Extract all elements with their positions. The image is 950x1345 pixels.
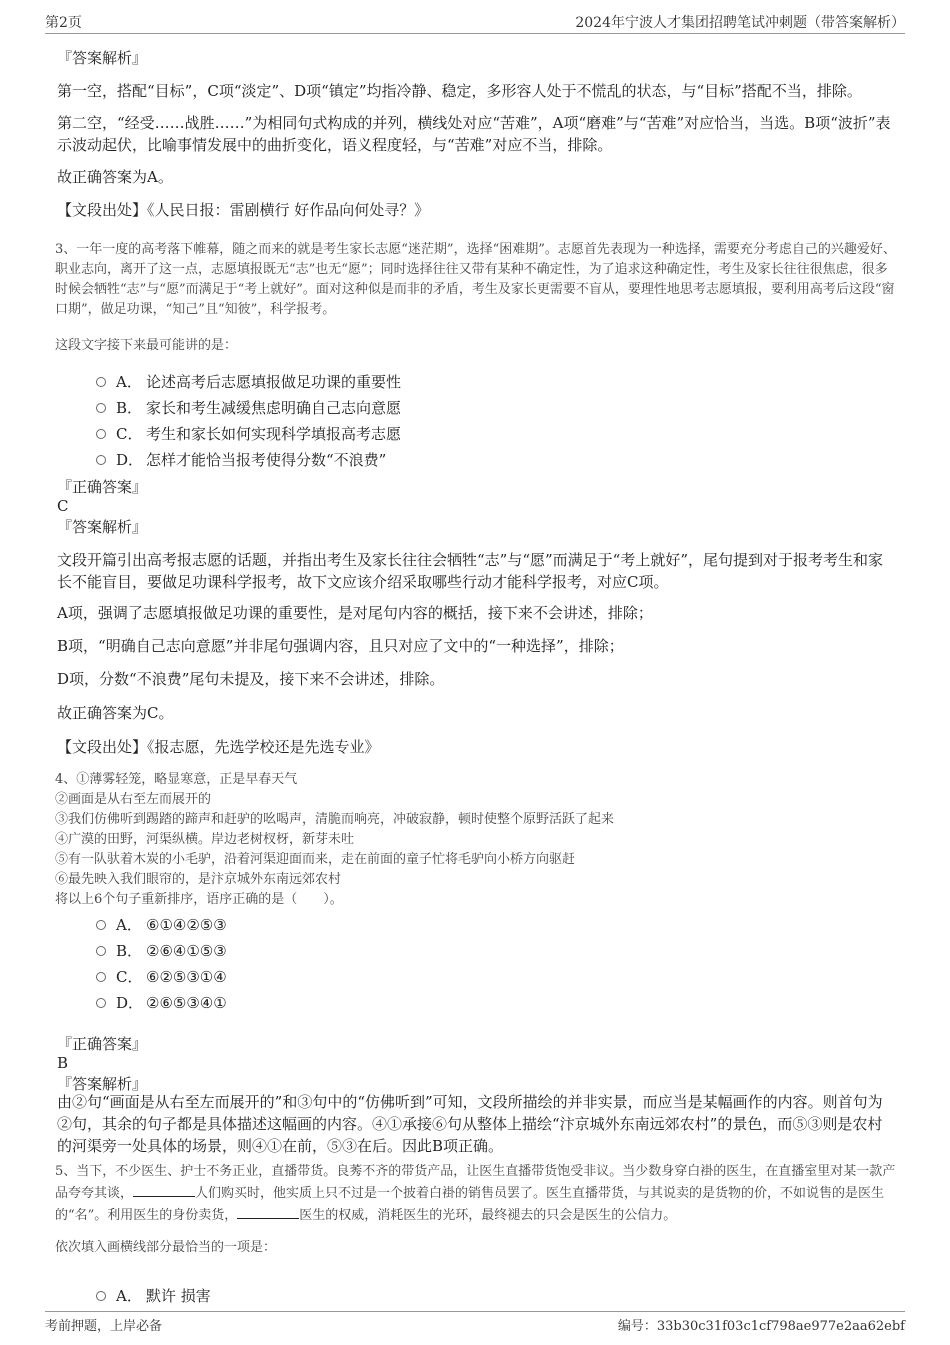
q3-conclusion: 故正确答案为C。 <box>57 704 174 722</box>
q3-source: 【文段出处】《报志愿，先选学校还是先选专业》 <box>57 738 380 756</box>
q4-analysis-label: 『答案解析』 <box>57 1075 148 1093</box>
q4-answer: B <box>57 1054 69 1072</box>
q4-option-a[interactable]: A． ⑥①④②⑤③ <box>96 914 227 935</box>
q4-analysis: 由②句“画面是从右至左而展开的”和③句中的“仿佛听到”可知，文段所描绘的并非实景，而应当是某幅画作的内容。则首句为②句，其余的句子都是具体描述这幅画的内容。④①承接⑥句从整体上描绘“汴京城外东南远郊农村”的景色，而⑤③则是农村的河渠旁一处具体的场景，则④①在前，⑤③在后。因此B项正确。 <box>57 1093 883 1155</box>
q4-option-b[interactable]: B． ②⑥④①⑤③ <box>96 940 227 961</box>
q4-line-1: 4、①薄雾轻笼，略显寒意，正是早春天气 <box>55 772 298 787</box>
q5-prompt: 依次填入画横线部分最恰当的一项是： <box>55 1240 277 1255</box>
q3-option-a[interactable]: A． 论述高考后志愿填报做足功课的重要性 <box>96 371 401 392</box>
document-title: 2024年宁波人才集团招聘笔试冲刺题（带答案解析） <box>575 15 905 31</box>
q4-answer-label: 『正确答案』 <box>57 1035 148 1053</box>
q3-analysis-label: 『答案解析』 <box>57 518 148 536</box>
q3-answer-label: 『正确答案』 <box>57 478 148 496</box>
page-number: 第2页 <box>45 15 82 31</box>
radio-icon[interactable] <box>96 429 106 439</box>
q3-answer: C <box>57 497 69 515</box>
q3-stem: 3、一年一度的高考落下帷幕，随之而来的就是考生家长志愿“迷茫期”，选择“困难期”。志愿首先表现为一种选择，需要充分考虑自己的兴趣爱好、职业志向，离开了这一点，志愿填报既无“志”也无“愿”；同时选择往往又带有某种不确定性，为了追求这种确定性，考生及家长往往很焦虑，很多时候会牺牲“志”与“愿”而满足于“考上就好”。面对这种似是而非的矛盾，考生及家长更需要不盲从，要理性地思考志愿填报，要利用高考后这段“窗口期”，做足功课，“知己”且“知彼”，科学报考。 <box>55 242 896 317</box>
q4-line-5: ⑤有一队驮着木炭的小毛驴，沿着河渠迎面而来，走在前面的童子忙将毛驴向小桥方向驱赶 <box>55 852 576 867</box>
q5-blank-2 <box>237 1204 299 1219</box>
q2-analysis-label: 『答案解析』 <box>57 49 148 67</box>
q3-option-d[interactable]: D． 怎样才能恰当报考使得分数“不浪费” <box>96 449 386 470</box>
radio-icon[interactable] <box>96 455 106 465</box>
q5-blank-1 <box>133 1182 195 1197</box>
header-rule <box>45 33 905 34</box>
radio-icon[interactable] <box>96 403 106 413</box>
q3-analysis-para4: D项，分数“不浪费”尾句未提及，接下来不会讲述，排除。 <box>57 670 445 688</box>
footer-slogan: 考前押题，上岸必备 <box>45 1319 163 1334</box>
q5-option-a[interactable]: A． 默许 损害 <box>96 1285 211 1306</box>
q4-line-2: ②画面是从右至左而展开的 <box>55 792 212 807</box>
q4-line-4: ④广漠的田野，河渠纵横。岸边老树杈枒，新芽未吐 <box>55 832 355 847</box>
q4-option-c[interactable]: C． ⑥②⑤③①④ <box>96 966 227 987</box>
q3-analysis-para1: 文段开篇引出高考报志愿的话题，并指出考生及家长往往会牺牲“志”与“愿”而满足于“考上就好”，尾句提到对于报考考生和家长不能盲目，要做足功课科学报考，故下文应该介绍采取哪些行动才能科学报考，对应C项。 <box>57 551 884 591</box>
q4-line-3: ③我们仿佛听到踢踏的蹄声和赶驴的吆喝声，清脆而响亮，冲破寂静，顿时使整个原野活跃了起来 <box>55 812 615 827</box>
q3-option-c[interactable]: C． 考生和家长如何实现科学填报高考志愿 <box>96 423 401 444</box>
q3-option-b[interactable]: B． 家长和考生减缓焦虑明确自己志向意愿 <box>96 397 401 418</box>
q5-stem: 5、当下，不少医生、护士不务正业，直播带货。良莠不齐的带货产品，让医生直播带货饱受非议。当少数身穿白褂的医生，在直播室里对某一款产品夸夸其谈， 人们购买时，他实质上只不过是一个披着白褂的销售员罢了。医生直播带货，与其说卖的是货物的价，不如说售的是医生的“名”。利用医生的身份卖货， 医生的权威，消耗医生的光环，最终褪去的只会是医生的公信力。 <box>55 1164 896 1223</box>
q4-prompt: 将以上6个句子重新排序，语序正确的是（ ）。 <box>55 892 343 907</box>
footer-rule <box>45 1311 905 1312</box>
document-id: 编号：33b30c31f03c1cf798ae977e2aa62ebf <box>617 1319 905 1334</box>
q4-option-d[interactable]: D． ②⑥⑤③④① <box>96 992 227 1013</box>
q2-source: 【文段出处】《人民日报：雷剧横行 好作品向何处寻？》 <box>57 201 430 219</box>
q3-analysis-para3: B项，“明确自己志向意愿”并非尾句强调内容，且只对应了文中的“一种选择”，排除； <box>57 637 624 655</box>
radio-icon[interactable] <box>96 920 106 930</box>
q2-conclusion: 故正确答案为A。 <box>57 168 173 186</box>
q2-analysis-para1: 第一空，搭配“目标”，C项“淡定”、D项“镇定”均指冷静、稳定，多形容人处于不慌乱的状态，与“目标”搭配不当，排除。 <box>57 82 862 100</box>
q2-analysis-para2: 第二空，“经受……战胜……”为相同句式构成的并列，横线处对应“苦难”，A项“磨难”与“苦难”对应恰当，当选。B项“波折”表示波动起伏，比喻事情发展中的曲折变化，语义程度轻，与“苦难”对应不当，排除。 <box>57 114 891 154</box>
radio-icon[interactable] <box>96 998 106 1008</box>
radio-icon[interactable] <box>96 1291 106 1301</box>
radio-icon[interactable] <box>96 972 106 982</box>
q3-prompt: 这段文字接下来最可能讲的是： <box>55 338 238 353</box>
radio-icon[interactable] <box>96 377 106 387</box>
q4-line-6: ⑥最先映入我们眼帘的，是汴京城外东南远郊农村 <box>55 872 342 887</box>
q3-analysis-para2: A项，强调了志愿填报做足功课的重要性，是对尾句内容的概括，接下来不会讲述，排除； <box>57 604 653 622</box>
radio-icon[interactable] <box>96 946 106 956</box>
